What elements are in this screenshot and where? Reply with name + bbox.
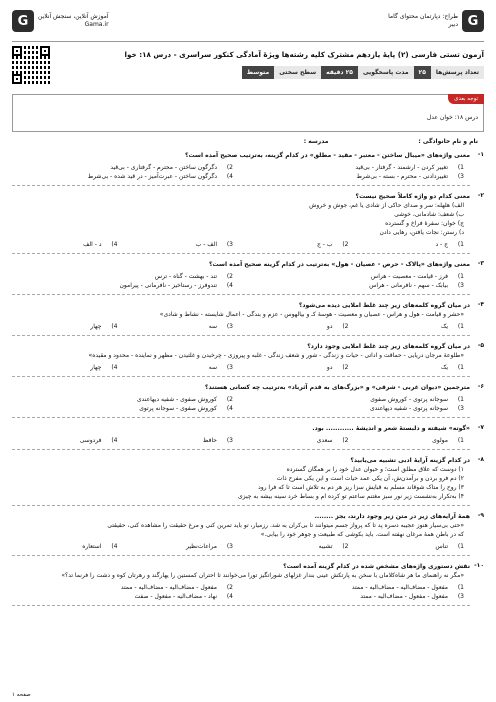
question-text: در کدام گزینه آرایهٔ ادبی تشبیه می‌یابید؟: [350, 457, 470, 464]
options: [12, 240, 470, 249]
question-line: ب) شعف: شادمانی، خوشی: [394, 211, 464, 218]
answer-option[interactable]: 1) سوجانه پرتوی - کوروش صفوی: [370, 396, 464, 403]
header-divider: [12, 41, 484, 42]
exam-title: آزمون تستی فارسی (۲) پایهٔ یازدهم مشترک کلیه رشته‌ها ویژهٔ آمادگی کنکور سراسری - درس ۱۸: خوا: [124, 50, 484, 59]
question-number: ۵-: [477, 342, 484, 349]
question-text: معنی کدام دو واژه کاملاً صحیح نیست؟: [355, 193, 470, 200]
question-text: معنی واژه‌های «میبال ساختن - معتبر - مقید - مطلق» در کدام گزینه، به‌ترتیب صحیح آمده است؟: [184, 152, 470, 159]
question-line: الف) هلهله: سر و صدای حاکی از شادی یا غم، جوش و خروش: [309, 202, 464, 209]
answer-option[interactable]: 2) ب - ج: [316, 241, 349, 248]
question-item: [12, 151, 484, 186]
question-text: «گوته» شیفته و دلبستهٔ شعر و اندیشهٔ ............ بود.: [312, 425, 470, 432]
gama-logo-icon: G: [462, 10, 484, 32]
options: [12, 436, 470, 445]
question-number: ۷-: [477, 424, 484, 431]
answer-option[interactable]: 4) تندوفرز - رستاخیز - نافرمانی - پیرامون: [119, 282, 233, 289]
question-line: که در باطن همهٔ مرغان نهفته است. باید بکوشی که طبیعت و جوهر خود را بیابی.»: [260, 531, 464, 538]
question-line: ۲) دم فرو بردن و برآمدن‌ش، آن یکی عمد حیات است و این یکی مفرح ذات: [276, 475, 464, 482]
question-text: در میان گروه کلمه‌های زیر چند غلط املایی دیده می‌شود؟: [298, 302, 470, 309]
answer-option[interactable]: 2) مفعول - مضاف‌الیه - مضاف‌الیه - ممتد: [120, 584, 233, 591]
question-item: [12, 342, 484, 377]
question-separator: [12, 294, 470, 295]
lesson-badge: توجه بعدی: [448, 94, 484, 104]
answer-option[interactable]: 4) کوروش صفوی - سوجانه پرتوی: [139, 405, 233, 412]
question-line: «حتی بی‌سیار هنوز عجیبه دسره پد تا که پرواز جسم میتوانند تا بی‌کران به شد. رزمیار، تو باید تمرین کنی و مرغ حقیقت را مشاهده کنی، حقیقتی: [107, 522, 464, 529]
designer-line: طراح: دپارتمان محتوای گاما: [388, 13, 458, 20]
page-header: [12, 10, 484, 38]
question-separator: [12, 185, 470, 186]
qr-code-icon[interactable]: [12, 46, 50, 84]
question-line: ج) خوان: سفرهٔ فراخ و گسترده: [385, 220, 464, 227]
exam-meta: [125, 66, 484, 79]
question-item: [12, 260, 484, 295]
answer-option[interactable]: 2) دو: [326, 364, 349, 371]
question-item: [12, 383, 484, 418]
question-text: همهٔ آرایه‌های زیر در متن زیر وجود دارند، بجز ........: [314, 513, 470, 520]
exam-info: [12, 46, 484, 90]
answer-option[interactable]: 4) چهار: [90, 323, 118, 330]
answer-option[interactable]: 1) ج - د: [435, 241, 464, 248]
question-number: ۹-: [477, 512, 484, 519]
question-text: در میان گروه کلمه‌های زیر چند غلط املایی وجود دارد؟: [307, 343, 470, 350]
options: [12, 542, 470, 551]
answer-option[interactable]: 2) تند - بهشت - گناه - ترس: [154, 273, 233, 280]
question-number: ۴-: [477, 301, 484, 308]
question-item: [12, 301, 484, 336]
question-count-value: ۲۵: [414, 66, 431, 79]
options: [12, 583, 470, 601]
question-line: «مگر نه راهنمای ما هر شاه‌کلامان با سخن به پارتکش عینی بندار غزلهای شوراتگیز تورا می‌خوانند تا احتران کمستین را یهارگند و رهرتان کوه و دشت را فرنما تد؟»: [61, 572, 464, 579]
answer-option[interactable]: 1) تغییر کردن - ارشمند - گرفتار - بی‌قید: [355, 164, 464, 171]
question-line: ۴) به‌تکرار به‌نشست زیر نور سبز مغتنم ساعتم تو کرده ام و بساط خرد سینه بیشه به چیزی: [237, 493, 464, 500]
student-name-field[interactable]: نام و نام خانوادگی :: [418, 138, 478, 145]
options: [12, 163, 470, 181]
question-text: مترجمین «دیوان غربی - شرقی» و «بزرگ‌های به قدم آثرباد» به‌ترتیب چه کسانی هستند؟: [204, 384, 470, 391]
question-count-label: تعداد پرسش‌ها: [431, 66, 484, 79]
gama-brand-left: [12, 10, 109, 32]
answer-option[interactable]: 1) تناس: [435, 543, 464, 550]
question-line: ۳) روح را متاک شوقاند مسلم به قبایش سزا ریز هر دم به تلاش است تا که فرا رود: [258, 484, 464, 491]
answer-option[interactable]: 3) مفعول - مفعول - مضاف‌الیه - ممتد: [360, 593, 464, 600]
question-separator: [12, 449, 470, 450]
answer-option[interactable]: 4) دگرگون ساختن - عبرت‌آمیز - در قید شده - بی‌شرط: [87, 173, 233, 180]
options: [12, 272, 470, 290]
answer-option[interactable]: 3) تغییردادنی - محترم - بسته - بی‌شرط: [356, 173, 464, 180]
answer-option[interactable]: 4) فردوسی: [79, 437, 118, 444]
lesson-box: [12, 94, 484, 132]
question-number: ۶-: [477, 383, 484, 390]
question-line: د) رستن: نجات یافتن، رهایی دادن: [379, 229, 464, 236]
question-line: ۱) دوست که علاق مطلق است؛ و حیوان عدل خود را بر همگان گسترده: [286, 466, 464, 473]
answer-option[interactable]: 3) بیابک - سهم - نافرمانی - هراس: [369, 282, 464, 289]
answer-option[interactable]: 1) مفعول - مضاف‌الیه - مضاف‌الیه - ممتد: [351, 584, 464, 591]
question-text: نقش دستوری واژه‌های مشخص شده در کدام گزینه آمده است؟: [283, 563, 470, 570]
school-field[interactable]: مدرسه :: [303, 138, 329, 145]
answer-option[interactable]: 1) فرز - قیامت - معصیت - هراس: [370, 273, 464, 280]
question-separator: [12, 605, 470, 606]
question-number: ۱-: [477, 151, 484, 158]
question-separator: [12, 376, 470, 377]
answer-option[interactable]: 3) سه: [208, 364, 233, 371]
gama-logo-icon-left: G: [12, 10, 34, 32]
duration-value: ۲۵ دقیقه: [321, 66, 358, 79]
teacher-line: دبیر: [448, 21, 458, 28]
gama-brand: [388, 10, 484, 32]
question-list: [12, 151, 484, 606]
answer-option[interactable]: 2) کوروش صفوی - شفیه دیهاعندی: [136, 396, 233, 403]
question-item: [12, 424, 484, 450]
page-number: صفحه ۱: [12, 692, 31, 698]
question-text: معنی واژه‌های «پالاک - حرص - عصیان - هول» به‌ترتیب در کدام گزینه صحیح آمده است؟: [209, 261, 470, 268]
answer-option[interactable]: 3) حافظ: [202, 437, 233, 444]
question-number: ۳-: [477, 260, 484, 267]
question-number: ۱۰-: [474, 562, 484, 569]
question-item: [12, 512, 484, 556]
question-number: ۲-: [477, 192, 484, 199]
question-number: ۸-: [477, 456, 484, 463]
answer-option[interactable]: 3) سوجانه پرتوی - شفیه دیهاعندی: [369, 405, 464, 412]
options: [12, 363, 470, 372]
tagline: آموزش آنلاین، سنجش آنلاین: [38, 13, 109, 20]
answer-option[interactable]: 4) د - الف: [83, 241, 118, 248]
difficulty-value: متوسط: [242, 66, 274, 79]
answer-option[interactable]: 4) استعاره: [82, 543, 118, 550]
options: [12, 395, 470, 413]
question-item: [12, 456, 484, 506]
question-line: «طلوعهٔ مرجان دریایی - حماقت و اداتی - حیات و زندگی - شور و شعف زندگی - غلبه و پیروزی - چرخیدن و غلتیدن - مظهر و نماینده - محدود و مقیده»: [88, 352, 464, 359]
question-item: [12, 192, 484, 254]
question-line: «حشر و قیامت - هول و هراس - عصیان و معصیت - هوسهٔ کـ و بیالهوس - عزم و بندگی - اعمال شایسته - نشاط و شادی»: [159, 311, 464, 318]
answer-option[interactable]: 3) مراعات‌نظیر: [186, 543, 233, 550]
question-item: [12, 562, 484, 606]
answer-option[interactable]: 2) سعدی: [316, 437, 349, 444]
answer-option[interactable]: 4) نهاد - مضاف‌الیه - مفعول - صفت: [134, 593, 233, 600]
site-name: Gama.ir: [84, 21, 109, 28]
question-separator: [12, 505, 470, 506]
question-separator: [12, 253, 470, 254]
question-separator: [12, 417, 470, 418]
answer-option[interactable]: 2) تشبیه: [318, 543, 349, 550]
answer-option[interactable]: 1) یک: [440, 323, 464, 330]
question-separator: [12, 555, 470, 556]
duration-label: مدت پاسخگویی: [358, 66, 414, 79]
answer-option[interactable]: 3) الف - ب: [195, 241, 233, 248]
answer-option[interactable]: 2) دو: [326, 323, 349, 330]
answer-option[interactable]: 2) دگرگون ساختن - محترم - گرفتاری - بی‌قید: [110, 164, 233, 171]
answer-option[interactable]: 1) یک: [440, 364, 464, 371]
student-info: [12, 138, 484, 145]
question-separator: [12, 335, 470, 336]
answer-option[interactable]: 1) مولوی: [432, 437, 464, 444]
difficulty-label: سطح سختی: [274, 66, 321, 79]
answer-option[interactable]: 4) چهار: [90, 364, 118, 371]
lesson-name: درس ۱۸: خوان عدل: [426, 114, 478, 121]
answer-option[interactable]: 3) سه: [208, 323, 233, 330]
options: [12, 322, 470, 331]
